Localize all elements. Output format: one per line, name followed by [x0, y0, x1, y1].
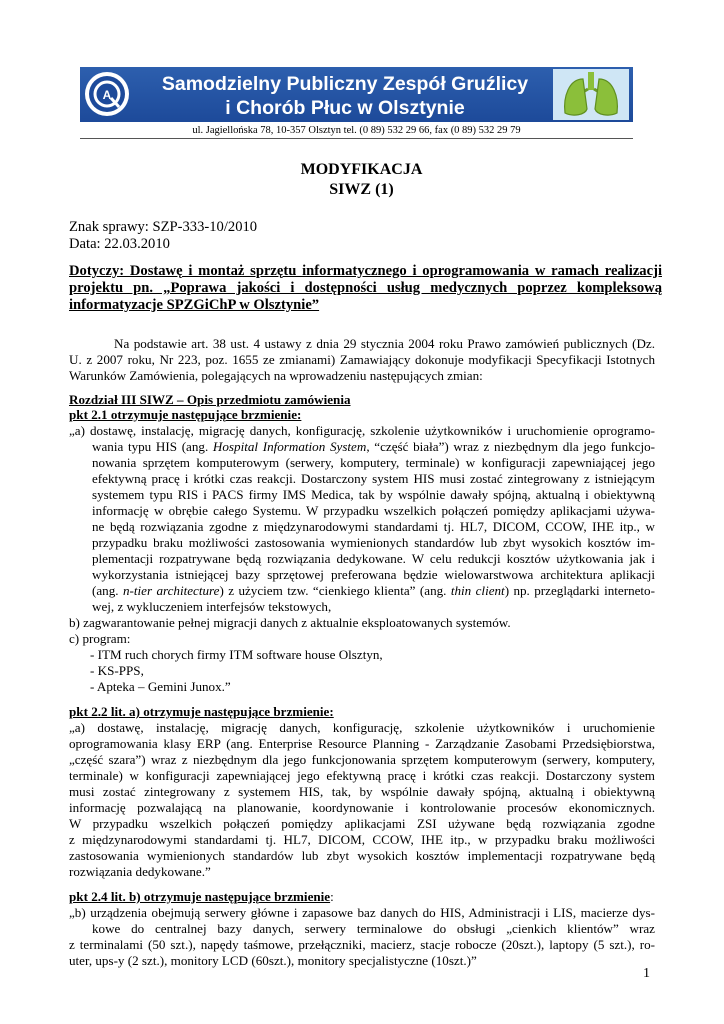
pkt21-line: efektywną pracę i krótki czas reakcji. Dostarczony system HIS musi zostać zintegrowany z istniejącym — [92, 471, 655, 486]
pkt22-line: musi zostać zintegrowany z systemem HIS, tak, by wspólnie dawały spójną, aktualną i obiektywną — [69, 784, 655, 799]
pkt21-line: informację w obrębie całego Systemu. W przypadku wszelkich połączeń pomiędzy aplikacjami używa- — [92, 503, 655, 518]
pkt24-line: uter, ups-y (2 szt.), monitory LCD (60szt.), monitory specjalistyczne (10szt.)” — [69, 953, 477, 968]
program-item: - ITM ruch chorych firmy ITM software house Olsztyn, — [90, 647, 383, 662]
pkt21-line: wej, z wykluczeniem interfejsów tekstowych, — [92, 599, 332, 614]
pkt21-line: c) program: — [69, 631, 131, 646]
lungs-icon — [553, 69, 629, 120]
pkt21-line: „a) dostawę, instalację, migrację danych, konfigurację, szkolenie użytkowników i uruchomienie oprogramo- — [69, 423, 655, 438]
pkt22-line: z międzynarodowymi standardami tj. HL7, DICOM, CCOW, IHE itp., w przypadku braku możliwości — [69, 832, 655, 847]
subject-line: Dotyczy: Dostawę i montaż sprzętu informatycznego i oprogramowania w ramach realizacji — [69, 263, 662, 279]
svg-text:A: A — [102, 88, 112, 102]
pkt22-line: zastosowania wymienionych standardów lub zbyt wysokich kosztów implementacji rozpatrywane będą — [69, 848, 655, 863]
pkt22-line: oprogramowania klasy ERP (ang. Enterprise Resource Planning - Zarządzanie Zasobami Przedsiębiorstwa, — [69, 736, 655, 751]
pkt21-line: wykorzystania istniejącej bazy sprzętowej preferowana będzie wielowarstwowa architektura aplikacji — [92, 567, 655, 582]
pkt22-line: „a) dostawę, instalację, migrację danych, konfigurację, szkolenie użytkowników i uruchomienie — [69, 720, 655, 735]
program-item: - Apteka – Gemini Junox.” — [90, 679, 231, 694]
org-name-line1: Samodzielny Publiczny Zespół Gruźlicy — [161, 73, 529, 95]
hospital-logo-icon — [83, 69, 131, 119]
pkt24-line: „b) urządzenia obejmują serwery główne i zapasowe baz danych do HIS, Administracji i LIS, macierze dys- — [69, 905, 655, 920]
pkt24-line: kowe do centralnej bazy danych, serwery terminalowe do obsługi „cienkich klientów” wraz — [92, 921, 655, 936]
pkt22-heading: pkt 2.2 lit. a) otrzymuje następujące brzmienie: — [69, 704, 334, 719]
pkt21-line: (ang. n-tier architecture) z użyciem tzw. “cienkiego klienta” (ang. thin client) np. przeglądarki interneto- — [92, 583, 655, 598]
header-divider — [80, 138, 633, 139]
pkt22-line: rozwiązania dedykowane.” — [69, 864, 211, 879]
doc-date: Data: 22.03.2010 — [69, 236, 170, 252]
pkt22-line: W przypadku wszelkich połączeń pomiędzy aplikacjami ZSI używane będą rozwiązania zgodne — [69, 816, 655, 831]
pkt21-line: przypadku braku możliwości zastosowania wymienionych standardów lub zbyt wysokich kosztów im- — [92, 535, 655, 550]
pkt21-line: systemem typu RIS i PACS firmy IMS Medica, tak by wspólnie dawały spójną, aktualną i obiektywną — [92, 487, 655, 502]
pkt24-line: z terminalami (50 szt.), napędy taśmowe, przełączniki, macierz, stacje robocze (20szt.), laptopy (5 szt.), ro- — [69, 937, 655, 952]
intro-line: Na podstawie art. 38 ust. 4 ustawy z dnia 29 stycznia 2004 roku Prawo zamówień publicznych (Dz. — [114, 336, 655, 351]
page-number: 1 — [643, 966, 650, 981]
pkt21-line: nowania sprzętem komputerowym (serwery, komputery, terminale) w konfiguracji zapewniającej jego — [92, 455, 655, 470]
pkt21-line: b) zagwarantowanie pełnej migracji danych z aktualnie eksploatowanych systemów. — [69, 615, 511, 630]
pkt22-line: informację pozwalającą na planowanie, koordynowanie i kontrolowanie procesów ekonomicznych. — [69, 800, 655, 815]
pkt21-line: wania typu HIS (ang. Hospital Information System, “część biała”) wraz z niezbędnym dla jego funkcjo- — [92, 439, 655, 454]
pkt24-heading: pkt 2.4 lit. b) otrzymuje następujące brzmienie: — [69, 889, 334, 904]
pkt22-line: terminale) w konfiguracji zapewniającej jego efektywną pracę i krótki czas reakcji. Dostarczony system — [69, 768, 655, 783]
subject-line: informatyzacje SPZGiChP w Olsztynie” — [69, 297, 320, 313]
case-number: Znak sprawy: SZP-333-10/2010 — [69, 219, 258, 235]
doc-title: MODYFIKACJA — [300, 161, 423, 178]
pkt21-line: plementacji rozpatrywane będą rozwiązania dedykowane. W celu redukcji kosztów użytkowania jak i — [92, 551, 655, 566]
org-name-line2: i Chorób Płuc w Olsztynie — [225, 97, 465, 119]
section-heading: Rozdział III SIWZ – Opis przedmiotu zamówienia — [69, 392, 351, 407]
pkt21-line: ne będą rozwiązania zgodne z międzynarodowymi standardami tj. HL7, DICOM, CCOW, IHE itp., w — [92, 519, 655, 534]
pkt22-line: „część szara”) wraz z niezbędnym dla jego funkcjonowania sprzętem komputerowym (serwery, komputery, — [69, 752, 655, 767]
pkt21-heading: pkt 2.1 otrzymuje następujące brzmienie: — [69, 407, 302, 422]
doc-subtitle: SIWZ (1) — [329, 181, 394, 198]
program-item: - KS-PPS, — [90, 663, 144, 678]
address-line: ul. Jagiellońska 78, 10-357 Olsztyn tel. (0 89) 532 29 66, fax (0 89) 532 29 79 — [192, 125, 521, 136]
intro-line: Warunków Zamówienia, polegających na wprowadzeniu następujących zmian: — [69, 368, 483, 383]
subject-line: projektu pn. „Poprawa jakości i dostępności usług medycznych poprzez kompleksową — [69, 280, 662, 296]
intro-line: U. z 2007 roku, Nr 223, poz. 1655 ze zmianami) Zamawiający dokonuje modyfikacji Specyfikacji Istotnych — [69, 352, 655, 367]
